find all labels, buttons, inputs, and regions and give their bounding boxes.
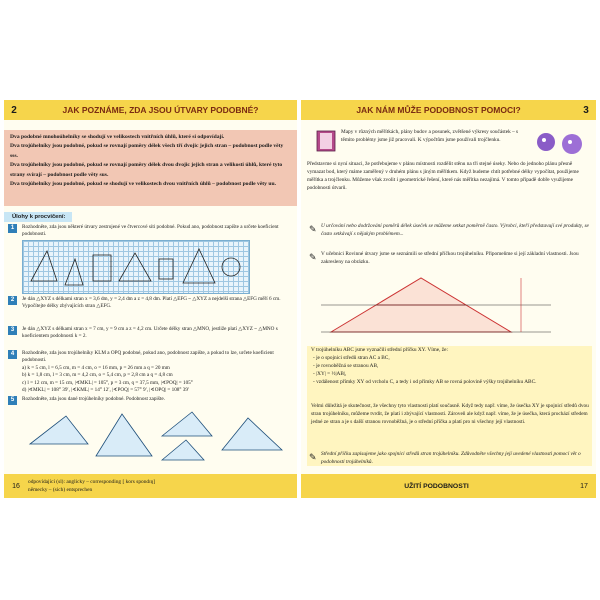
exercise-text: Je dán △XYZ s délkami stran x = 3,6 dm, y = 2,4 dm a z = 4,8 dm. Platí △EFG ~ △XYZ a nejdelší strana △EFG měří 6 cm. Vypočítejte délky zbývajících stran △EFG. <box>22 296 281 310</box>
left-footer <box>4 474 297 498</box>
triangles-figure <box>26 406 286 464</box>
exercises-heading: Úlohy k procvičení: <box>4 212 72 222</box>
exercise-4a: a) k = 5 cm, l = 6,5 cm, m = 4 cm, o = 16 mm, p = 26 mm a q = 20 mm <box>22 364 170 371</box>
exercise-text: Rozhodněte, zda jsou trojúhelníky KLM a OPQ podobné, pokud ano, podobnost zapište, a pokud to lze, určete koeficient podobnosti. <box>22 350 274 364</box>
right-footer <box>301 474 596 498</box>
note-1: U určování nebo dodržování poměrů délek úseček se můžeme setkat poměrně často. Výrobci, kteří představují své produkty, se často setkávají s nějakým problémem... <box>321 223 589 237</box>
definition-box <box>4 130 297 206</box>
exercise-4c: c) l = 12 cm, m = 15 cm, |∢MKL| = 105°, p = 3 cm, q = 37,5 mm, |∢POQ| = 105° <box>22 379 193 386</box>
right-header <box>301 100 596 120</box>
exercise-text: Rozhodněte, zda jsou některé útvary zestrojené ve čtvercové síti podobné. Pokud ano, podobnost zapište a určete koeficient podobnosti. <box>22 224 279 238</box>
definition-1: Dva podobné mnohoúhelníky se shodují ve velikostech vnitřních úhlů, které si odpovídají. <box>10 134 225 140</box>
footer-title: UŽITÍ PODOBNOSTI <box>404 482 469 490</box>
definition-4: Dva trojúhelníky jsou podobné, pokud se shodují ve velikostech dvou vnitřních úhlů – podobnost podle věty uu. <box>10 181 276 188</box>
chapter-number: 2 <box>11 104 17 116</box>
exercise-4b: b) k = 1,8 cm, l = 3 cm, m = 4,2 cm, o = 5,4 cm, p = 2,8 cm a q = 4,8 cm <box>22 372 173 379</box>
left-header <box>4 100 297 120</box>
page-number: 17 <box>580 482 588 490</box>
exercise-number: 3 <box>8 326 17 335</box>
vocab-line-1: odpovídající (sl): anglicky – corresponding [ kors spondɪŋ] <box>28 479 156 485</box>
exercise-text: Je dán △XYZ s délkami stran x = 7 cm, y = 9 cm a z = 4,2 cm. Určete délky stran △MNO, jestliže platí △XYZ ~ △MNO s koeficientem podobnosti k = 2. <box>22 326 278 340</box>
pencil-icon: ✎ <box>309 224 317 234</box>
exercise-1 <box>6 224 291 239</box>
intro-text: Mapy v různých měřítkách, plány budov a posunek, zvětšené výkresy součástek – s těmito problémy jsme již pracovali. K výpočtům jsme používali trojčlenku. <box>341 129 519 143</box>
exercise-4 <box>6 350 291 394</box>
property-3: - |XY| = ½|AB|, <box>313 371 347 377</box>
vocab-line-2: německy – (sich) entsprechen <box>28 487 93 493</box>
exercise-text: Rozhodněte, zda jsou dané trojúhelníky podobné. Podobnost zapište. <box>22 396 165 402</box>
chapter-number: 3 <box>583 104 589 116</box>
exercise-number: 4 <box>8 350 17 359</box>
vocabulary-note <box>28 478 297 494</box>
left-page <box>4 100 297 498</box>
body-text-2: V trojúhelníku ABC jsme vyznačili střední příčku XY. Víme, že: <box>311 347 448 353</box>
property-4: - vzdálenost přímky XY od vrcholu C, a tedy i od přímky AB se rovná polovině výšky trojúhelníku ABC. <box>313 379 537 385</box>
page-title: JAK NÁM MŮŽE PODOBNOST POMOCI? <box>356 105 521 115</box>
page-number: 16 <box>12 482 20 490</box>
exercise-2 <box>6 296 291 311</box>
property-1: - je o spojnici středů stran AC a BC, <box>313 355 390 361</box>
property-2: - je rovnoběžná se stranou AB, <box>313 363 379 369</box>
definition-2: Dva trojúhelníky jsou podobné, pokud se rovnají poměry délek všech tří dvojic jejich stran – podobnost podle věty sss. <box>10 143 284 159</box>
property-list <box>313 354 590 386</box>
definition-3: Dva trojúhelníky jsou podobné, pokud se rovnají poměry délek dvou dvojic jejich stran a velikosti úhlů, které tyto strany svírají – podobnost podle věty sus. <box>10 162 283 178</box>
midline-triangle-figure <box>321 272 551 344</box>
grid-shapes <box>23 241 249 293</box>
book-icon <box>315 128 337 154</box>
right-page <box>301 100 596 498</box>
exercise-number: 5 <box>8 396 17 405</box>
exercise-4d: d) |∢MKL| = 108° 39′, |∢KML| = 14° 12′, |∢POQ| = 57° 9′, |∢OPQ| = 108° 39′ <box>22 387 190 394</box>
square-grid-figure <box>22 240 250 294</box>
body-text-1: V učebnici Rovinné útvary jsme se seznámili se střední příčkou trojúhelníku. Připomeňme si její základní vlastnosti. Jsou zakresleny na obrázku. <box>321 251 579 265</box>
exercise-3 <box>6 326 291 341</box>
alien-illustration-icon <box>528 126 590 162</box>
pencil-icon: ✎ <box>309 252 317 262</box>
page-title: JAK POZNÁME, ZDA JSOU ÚTVARY PODOBNÉ? <box>62 105 259 115</box>
pencil-icon: ✎ <box>309 452 317 462</box>
note-2: Střední příčku zapisujeme jako spojnici středů stran trojúhelníku. Zdůvodněte všechny její uvedené vlastnosti pomocí vět o podobnosti trojúhelníků. <box>321 451 581 465</box>
exercise-number: 2 <box>8 296 17 305</box>
intro-paragraph-2: Představme si nyní situaci, že potřebujeme v plánu místnosti rozdělit stěnu na tři stejné úseky. Nebo do jednoho plánu přesně vymazat bod, který máme zaměřený v druhém plánu s jiným měřítkem. Když budeme chtít potřebné délky vypočítat, použijeme měřítka a trojčlenku. Můžeme však zvolit i geometrické řešení, které nás měřítka nezajímá. V tomto případě dobře využijeme podobnosti útvarů. <box>307 161 579 191</box>
exercise-number: 1 <box>8 224 17 233</box>
body-text-3: Velmi důležitá je skutečnost, že všechny tyto vlastnosti platí současně. Když tedy např. víme, že úsečka XY je spojnicí středů dvou stran trojúhelníku, můžeme tvrdit, že platí i zbývající vlastnosti. Zároveň ale když např. víme, že je úsečka, která prochází středem jedné ze stran a je s další stranou rovnoběžná, je o střední příčka a platí pro ni všechny její vlastnosti. <box>311 403 589 425</box>
exercise-5 <box>6 396 291 403</box>
